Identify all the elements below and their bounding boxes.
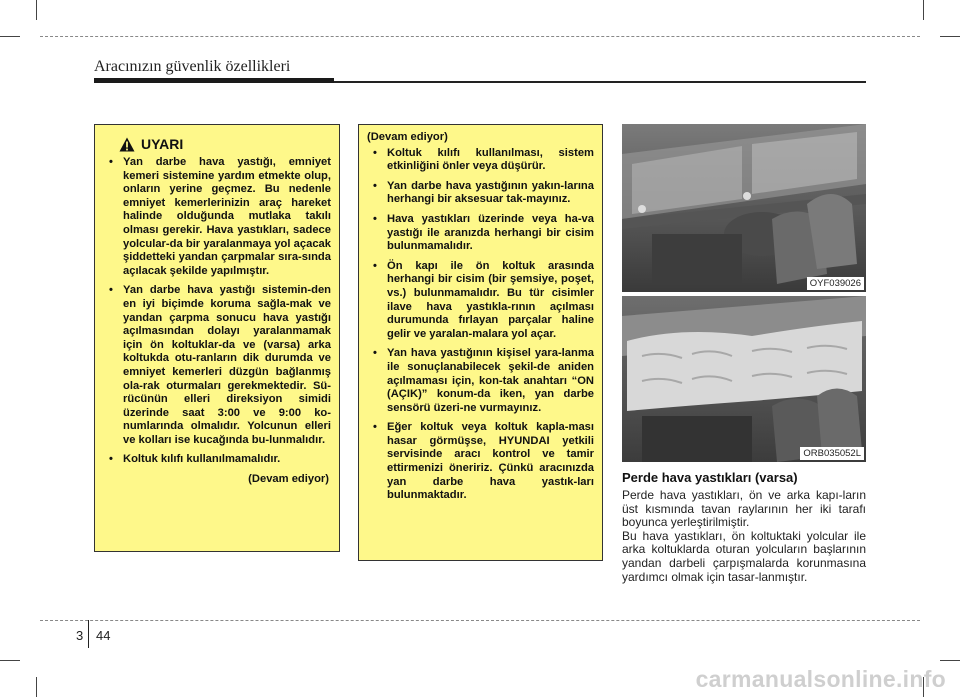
warning-item: • Hava yastıkları üzerinde veya ha-va yastığı ile aranızda herhangi bir cisim bulunmamalıdır.	[367, 213, 594, 254]
car-interior-illustration	[622, 124, 866, 292]
watermark: carmanualsonline.info	[695, 666, 946, 692]
warning-list	[103, 156, 331, 467]
chapter-number: 3	[76, 628, 84, 643]
crop-mark	[923, 0, 924, 20]
curtain-airbag-deployed-photo	[622, 296, 866, 462]
warning-header	[119, 137, 331, 152]
continued-label: (Devam ediyor)	[367, 131, 448, 143]
warning-list	[367, 147, 594, 503]
crop-mark	[36, 677, 37, 697]
warning-item: • Ön kapı ile ön koltuk arasında herhangi bir cisim (bir şemsiye, poşet, vs.) bulunmamalıdır. Bu tür cisimler ilave hava yastıkla-rının açılması durumunda fırlayan parçalar haline gelir ve yaralan-malara yol açar.	[367, 260, 594, 342]
figure-code: OYF039026	[807, 277, 864, 290]
warning-item: • Yan darbe hava yastığının yakın-larına herhangi bir aksesuar tak-mayınız.	[367, 180, 594, 207]
page-number: 44	[96, 628, 111, 643]
warning-item: • Koltuk kılıfı kullanılmamalıdır.	[103, 453, 331, 467]
warning-title: UYARI	[141, 135, 184, 152]
header-rule-accent	[94, 78, 334, 83]
figure-code: ORB035052L	[800, 447, 864, 460]
warning-item: • Eğer koltuk veya koltuk kapla-ması hasar görmüşse, HYUNDAI yetkili servisinde aracı kontrol ve tamir ettirmenizi öneririz. Çünkü aracınızda yan darbe hava yastık-ları bulunmaktadır.	[367, 421, 594, 503]
curtain-airbag-label-photo	[622, 124, 866, 292]
crop-mark	[940, 36, 960, 37]
warning-item: • Yan darbe hava yastığı, emniyet kemeri sistemine yardım etmekte olup, onların yerine geçmez. Bu nedenle emniyet kemerlerinizin araç hareket halinde olduğunda mutlaka takılı olması gerekir. Hava yastıkları, sadece yolcular-da bir yaralanmaya yol açacak şiddetteki yandan çarpmalar sıra-sında açılacak şekilde yapılmıştır.	[103, 156, 331, 278]
warning-item: • Yan darbe hava yastığı sistemin-den en iyi biçimde koruma sağla-mak ve yandan çarpma sonucu hava yastığı açılmasından dolayı yaralanmamak için ön koltuklar-da ve (varsa) arka koltukda otu-ranların dik durumda ve emniyet kemerleri düzgün bağlanmış ola-rak oturmaları gerekmektedir. Sü-rücünün elleri direksiyon simidi üzerinde saat 3:00 ve 9:00 ko-numlarında olmalıdır. Yolcunun elleri ve kolları ise kucağında bu-lunmalıdır.	[103, 284, 331, 447]
dashed-guide	[40, 36, 920, 37]
warning-box-continued	[358, 124, 603, 561]
section-paragraph: Perde hava yastıkları, ön ve arka kapı-ların üst kısmında tavan raylarının her iki tarafı boyunca yerleştirilmiştir.	[622, 488, 866, 530]
section-paragraph: Bu hava yastıkları, ön koltuktaki yolcular ile arka koltuklarda oturan yolcuların başlarının yandan darbeli çarpışmalarda korunmasına yardımcı olmak için tasar-lanmıştır.	[622, 528, 866, 584]
crop-mark	[0, 660, 20, 661]
page-number-separator	[88, 620, 89, 648]
continued-label: (Devam ediyor)	[248, 473, 329, 486]
warning-item: • Koltuk kılıfı kullanılması, sistem etkinliğini önler veya düşürür.	[367, 147, 594, 174]
warning-box	[94, 124, 340, 552]
deployed-airbag-illustration	[622, 296, 866, 462]
running-header: Aracınızın güvenlik özellikleri	[94, 58, 291, 75]
dashed-guide	[40, 620, 920, 621]
crop-mark	[0, 36, 20, 37]
section-title: Perde hava yastıkları (varsa)	[622, 470, 798, 485]
section-body	[622, 489, 866, 584]
crop-mark	[36, 0, 37, 20]
warning-triangle-icon	[119, 137, 135, 152]
crop-mark	[940, 660, 960, 661]
warning-item: • Yan hava yastığının kişisel yara-lanma ile sonuçlanabilecek şekil-de aniden açılmaması için, kon-tak anahtarı “ON (AÇIK)” konum-da iken, yan darbe sensörü üzeri-ne vurmayınız.	[367, 347, 594, 415]
